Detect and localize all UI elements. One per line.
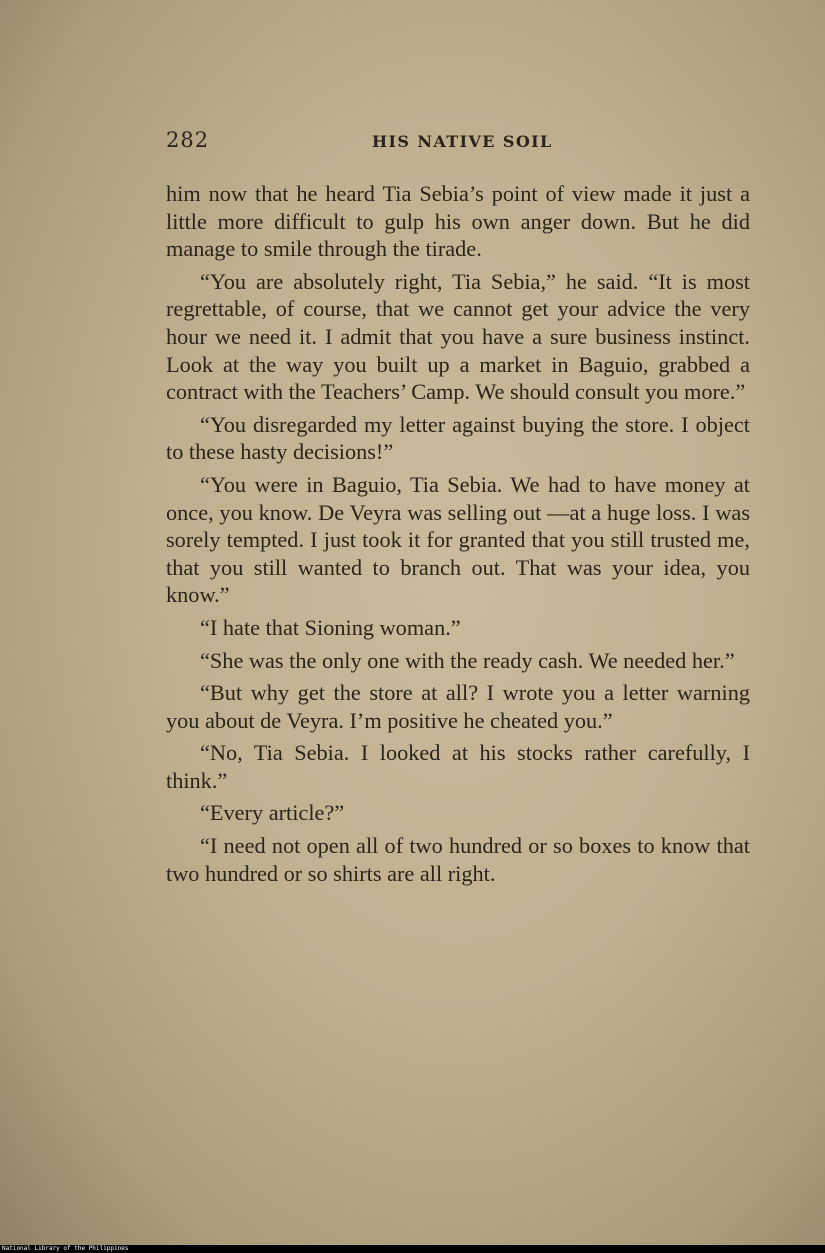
body-text bbox=[166, 180, 750, 892]
library-credit: National Library of the Philippines bbox=[2, 1245, 129, 1252]
page-number: 282 bbox=[166, 128, 210, 152]
paragraph: “I need not open all of two hundred or so boxes to know that two hundred or so shirts are all right. bbox=[166, 833, 750, 886]
paragraph: “She was the only one with the ready cash. We needed her.” bbox=[200, 647, 735, 673]
paragraph: “Every article?” bbox=[200, 800, 345, 826]
paragraph: “You are absolutely right, Tia Sebia,” he said. “It is most regrettable, of course, that we cannot get your advice the very hour we need it. I admit that you have a sure business instinct. Look at the way you built up a market in Baguio, grabbed a contract with the Teachers’ Camp. We should consult you more.” bbox=[166, 268, 750, 405]
paragraph: “You were in Baguio, Tia Sebia. We had to have money at once, you know. De Veyra was selling out —at a huge loss. I was sorely tempted. I just took it for granted that you still trusted me, that you still wanted to branch out. That was your idea, you know.” bbox=[166, 471, 750, 608]
paragraph: “I hate that Sioning woman.” bbox=[200, 614, 461, 640]
running-head: HIS NATIVE SOIL bbox=[372, 132, 553, 151]
page-header bbox=[166, 128, 750, 158]
paragraph: “But why get the store at all? I wrote you a letter warning you about de Veyra. I’m positive he cheated you.” bbox=[166, 680, 750, 733]
paragraph: “You disregarded my letter against buying the store. I object to these hasty decisions!” bbox=[166, 411, 750, 465]
paragraph: him now that he heard Tia Sebia’s point of view made it just a little more difficult to gulp his own anger down. But he did manage to smile through the tirade. bbox=[166, 181, 750, 262]
paragraph: “No, Tia Sebia. I looked at his stocks rather carefully, I think.” bbox=[166, 740, 750, 793]
